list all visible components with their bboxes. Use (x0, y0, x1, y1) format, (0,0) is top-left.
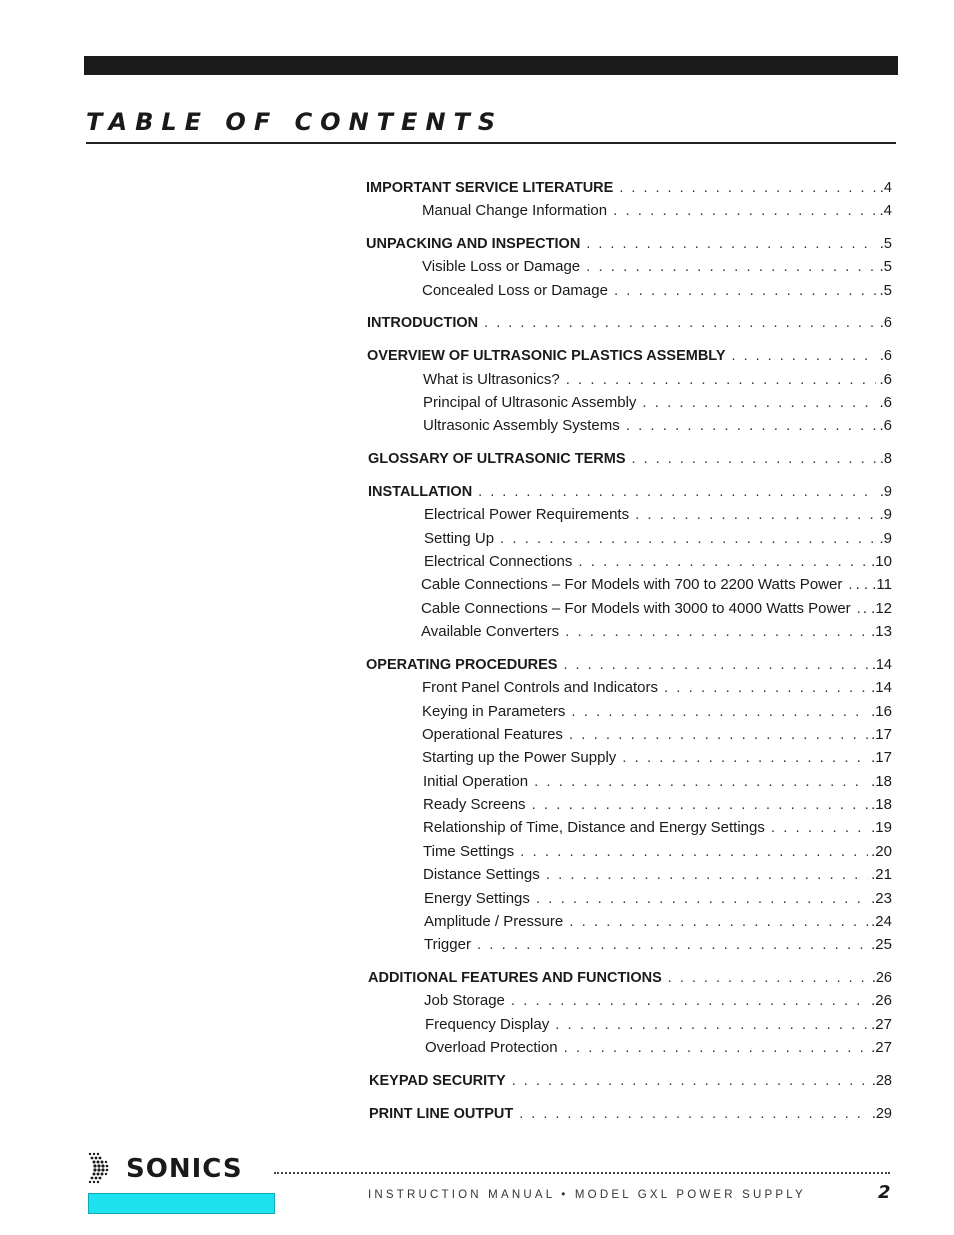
sonics-logo (86, 1150, 276, 1190)
toc-page-number: .23 (871, 890, 892, 907)
toc-page-number: .6 (879, 371, 892, 388)
toc-section (368, 450, 892, 468)
toc-page-number: .14 (871, 657, 892, 673)
toc-label: GLOSSARY OF ULTRASONIC TERMS (368, 451, 626, 467)
toc-leader-dots (477, 936, 868, 954)
toc-leader-dots (519, 1105, 869, 1123)
toc-page-number: .18 (871, 796, 892, 813)
toc-subsection (422, 202, 892, 220)
toc-label: KEYPAD SECURITY (369, 1073, 506, 1089)
toc-section (369, 1072, 892, 1090)
toc-page-number: .13 (871, 623, 892, 640)
toc-page-number: .21 (871, 866, 892, 883)
toc-label: Setting Up (424, 530, 495, 547)
toc-label: UNPACKING AND INSPECTION (366, 236, 581, 252)
toc-section (366, 179, 892, 197)
toc-label: What is Ultrasonics? (423, 371, 560, 388)
toc-page-number: . . .11 (855, 576, 892, 593)
toc-label: Ready Screens (423, 796, 526, 813)
toc-page-number: .17 (871, 749, 892, 766)
toc-leader-dots (668, 969, 869, 987)
toc-page-number: .18 (871, 773, 892, 790)
toc-leader-dots (536, 890, 868, 908)
toc-label: Front Panel Controls and Indicators (422, 679, 658, 696)
toc-leader-dots (642, 394, 876, 412)
toc-label: Starting up the Power Supply (422, 749, 617, 766)
toc-subsection (422, 258, 892, 276)
toc-label: Principal of Ultrasonic Assembly (423, 394, 637, 411)
toc-subsection (424, 936, 892, 954)
toc-label: IMPORTANT SERVICE LITERATURE (366, 180, 614, 196)
toc-label: INTRODUCTION (367, 315, 479, 331)
toc-page-number: .20 (871, 843, 892, 860)
toc-page-number: .29 (871, 1106, 892, 1122)
toc-leader-dots (622, 749, 868, 767)
toc-label: Operational Features (422, 726, 563, 743)
toc-page-number: .27 (871, 1039, 892, 1056)
toc-subsection (424, 992, 892, 1010)
logo-wordmark: SONICS (126, 1154, 243, 1184)
toc-leader-dots (569, 913, 868, 931)
toc-leader-dots (664, 679, 868, 697)
toc-label: ADDITIONAL FEATURES AND FUNCTIONS (368, 970, 662, 986)
toc-label: Manual Change Information (422, 202, 608, 219)
toc-subsection (423, 796, 892, 814)
toc-page-number: .14 (871, 679, 892, 696)
toc-page-number: .4 (879, 180, 892, 196)
footer-dotted-rule (274, 1160, 890, 1174)
toc-label: Frequency Display (425, 1016, 550, 1033)
toc-leader-dots (586, 235, 877, 253)
toc-page-number: . .12 (862, 600, 892, 617)
toc-page-number: .9 (879, 506, 892, 523)
toc-subsection (421, 600, 892, 618)
toc-label: Relationship of Time, Distance and Energy Settings (423, 819, 765, 836)
toc-page-number: .27 (871, 1016, 892, 1033)
footer-manual-title: INSTRUCTION MANUAL • MODEL GXL POWER SUPPLY (368, 1189, 806, 1201)
toc-subsection (421, 576, 892, 594)
toc-section (366, 235, 892, 253)
accent-bar (88, 1193, 275, 1214)
toc-subsection (425, 1016, 892, 1034)
toc-page-number: .26 (871, 970, 892, 986)
toc-label: Visible Loss or Damage (422, 258, 581, 275)
toc-subsection (424, 890, 892, 908)
toc-subsection (423, 371, 892, 389)
toc-page-number: .9 (879, 530, 892, 547)
toc-page-number: .10 (871, 553, 892, 570)
toc-leader-dots (578, 553, 868, 571)
header-bar (84, 56, 898, 75)
toc-section (366, 656, 892, 674)
toc-label: Available Converters (421, 623, 560, 640)
toc-label: OVERVIEW OF ULTRASONIC PLASTICS ASSEMBLY (367, 348, 726, 364)
toc-leader-dots (619, 179, 877, 197)
toc-label: OPERATING PROCEDURES (366, 657, 558, 673)
toc-section (367, 314, 892, 332)
toc-leader-dots (478, 483, 877, 501)
toc-page-number: .25 (871, 936, 892, 953)
toc-leader-dots (484, 314, 877, 332)
toc-leader-dots (771, 819, 868, 837)
toc-page-number: .26 (871, 992, 892, 1009)
toc-leader-dots (566, 371, 877, 389)
toc-leader-dots (586, 258, 876, 276)
toc-label: Amplitude / Pressure (424, 913, 564, 930)
toc-label: Cable Connections – For Models with 700 to 2200 Watts Power (421, 576, 843, 593)
toc-page-number: .6 (879, 394, 892, 411)
toc-page-number: .24 (871, 913, 892, 930)
toc-leader-dots (534, 773, 868, 791)
toc-leader-dots (569, 726, 868, 744)
title-underline (86, 142, 896, 144)
toc-page-number: .16 (871, 703, 892, 720)
toc-subsection (423, 417, 892, 435)
toc-leader-dots (613, 202, 876, 220)
toc-page-number: .9 (879, 484, 892, 500)
toc-leader-dots (857, 600, 860, 618)
toc-subsection (422, 679, 892, 697)
toc-subsection (423, 394, 892, 412)
toc-subsection (423, 773, 892, 791)
toc-label: Energy Settings (424, 890, 530, 907)
toc-page-number: .28 (871, 1073, 892, 1089)
toc-leader-dots (500, 530, 876, 548)
toc-subsection (422, 282, 892, 300)
page-number: 2 (878, 1182, 891, 1203)
toc-page-number: .5 (879, 236, 892, 252)
toc-page-number: .6 (879, 315, 892, 331)
toc-page-number: .19 (871, 819, 892, 836)
toc-leader-dots (512, 1072, 869, 1090)
toc-subsection (424, 530, 892, 548)
toc-page-number: .4 (879, 202, 892, 219)
toc-section (367, 347, 892, 365)
toc-page-number: .5 (879, 282, 892, 299)
toc-leader-dots (565, 623, 868, 641)
toc-label: Cable Connections – For Models with 3000 to 4000 Watts Power (421, 600, 851, 617)
toc-label: Concealed Loss or Damage (422, 282, 608, 299)
toc-subsection (425, 1039, 892, 1057)
toc-label: PRINT LINE OUTPUT (369, 1106, 514, 1122)
toc-label: Ultrasonic Assembly Systems (423, 417, 620, 434)
toc-subsection (424, 913, 892, 931)
toc-label: INSTALLATION (368, 484, 473, 500)
page-title: TABLE OF CONTENTS (86, 108, 504, 136)
toc-subsection (424, 553, 892, 571)
toc-subsection (423, 819, 892, 837)
toc-leader-dots (555, 1016, 868, 1034)
toc-leader-dots (511, 992, 868, 1010)
toc-section (368, 483, 892, 501)
toc-label: Overload Protection (425, 1039, 558, 1056)
toc-label: Time Settings (423, 843, 515, 860)
sonics-logo-mark-icon (86, 1150, 122, 1190)
toc-subsection (423, 866, 892, 884)
toc-label: Trigger (424, 936, 471, 953)
toc-subsection (422, 703, 892, 721)
toc-subsection (421, 623, 892, 641)
toc-page-number: .17 (871, 726, 892, 743)
toc-leader-dots (571, 703, 868, 721)
toc-label: Electrical Connections (424, 553, 573, 570)
toc-page-number: .8 (879, 451, 892, 467)
toc-page-number: .6 (879, 348, 892, 364)
toc-leader-dots (635, 506, 876, 524)
toc-leader-dots (520, 843, 868, 861)
toc-leader-dots (563, 656, 868, 674)
toc-leader-dots (626, 417, 877, 435)
toc-label: Keying in Parameters (422, 703, 566, 720)
toc-subsection (422, 749, 892, 767)
toc-leader-dots (632, 450, 877, 468)
toc-leader-dots (732, 347, 877, 365)
toc-subsection (423, 843, 892, 861)
toc-label: Job Storage (424, 992, 505, 1009)
toc-leader-dots (532, 796, 869, 814)
toc-page-number: .5 (879, 258, 892, 275)
toc-page-number: .6 (879, 417, 892, 434)
toc-leader-dots (564, 1039, 869, 1057)
toc-label: Initial Operation (423, 773, 529, 790)
toc-subsection (422, 726, 892, 744)
toc-section (369, 1105, 892, 1123)
toc-label: Electrical Power Requirements (424, 506, 630, 523)
toc-leader-dots (614, 282, 877, 300)
toc-label: Distance Settings (423, 866, 540, 883)
toc-section (368, 969, 892, 987)
toc-subsection (424, 506, 892, 524)
toc-leader-dots (546, 866, 868, 884)
toc-leader-dots (848, 576, 852, 594)
